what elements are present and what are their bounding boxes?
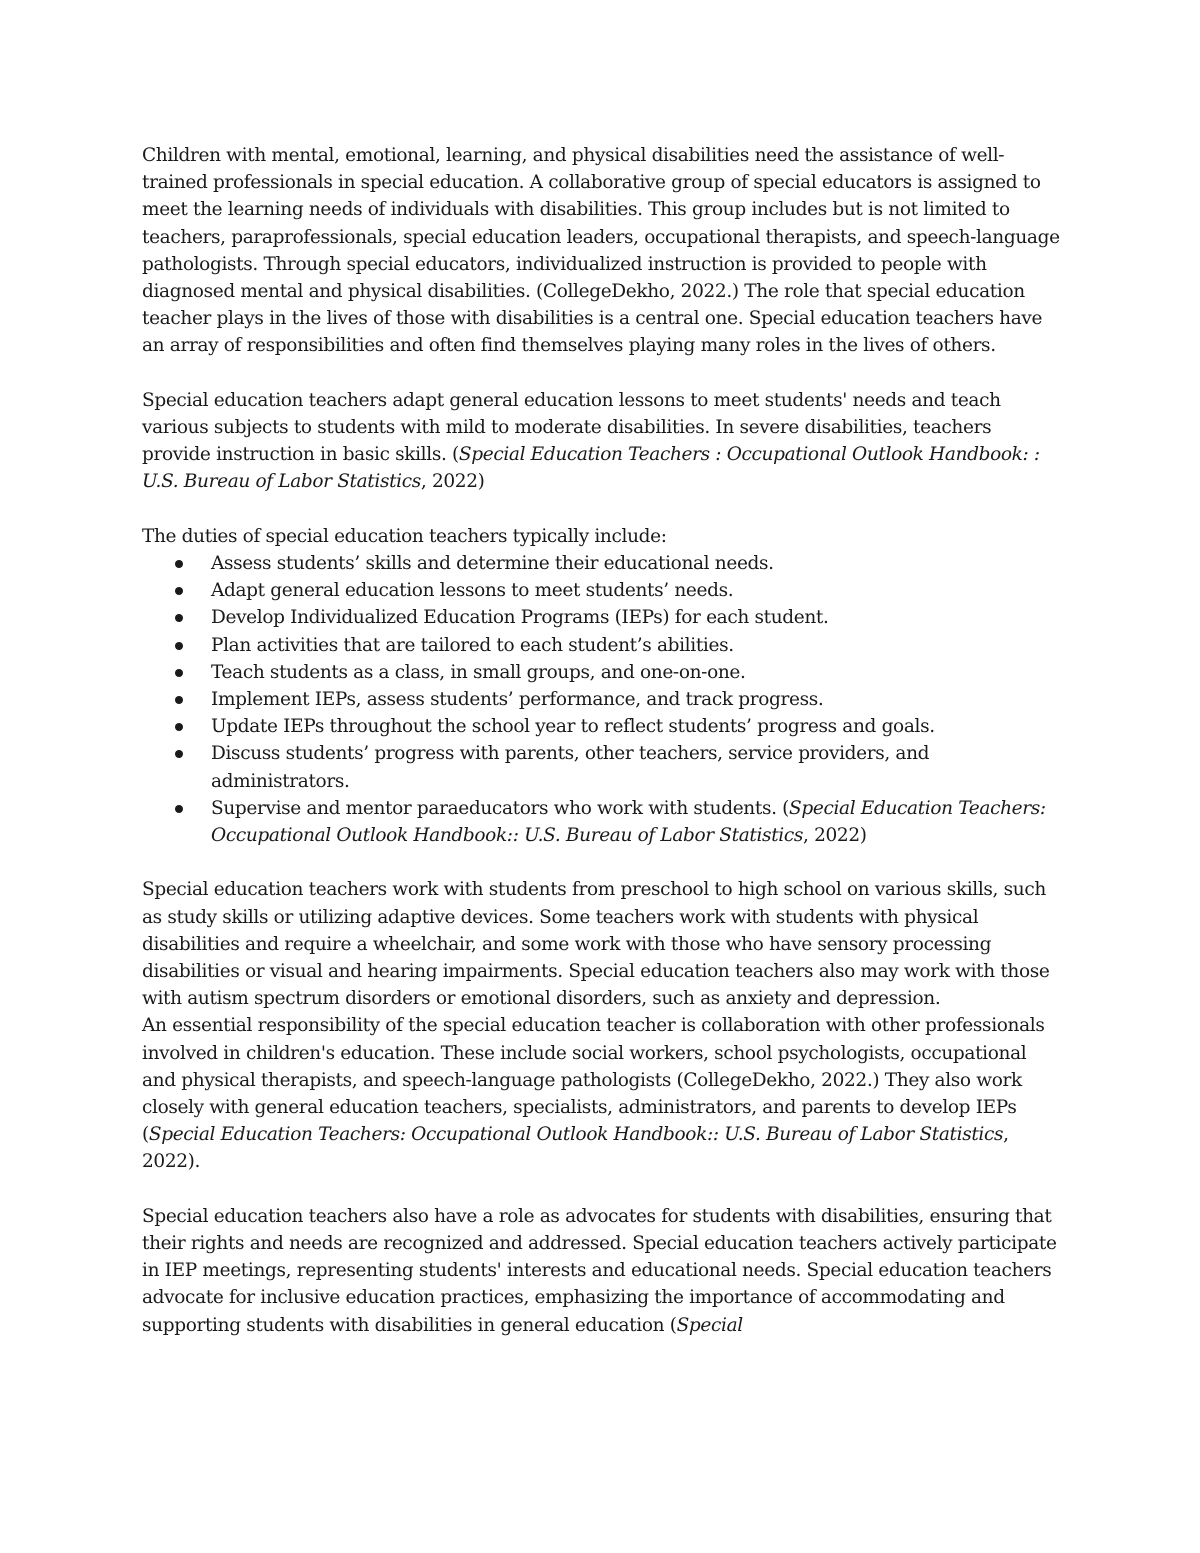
- paragraph-adapt-lessons: [142, 387, 1064, 496]
- paragraph-text: An essential responsibility of the special education teacher is collaboration with other professionals involved in children's education. These include social workers, school psychologists, occupational and physical therapists, and speech-language pathologists (CollegeDekho, 2022.) They also work closely with general education teachers, specialists, administrators, and parents to develop IEPs (: [142, 1015, 1045, 1146]
- duties-intro: The duties of special education teachers typically include:: [142, 525, 667, 547]
- citation-year: , 2022): [803, 825, 867, 847]
- list-item: Discuss students’ progress with parents, other teachers, service providers, and administrators.: [142, 740, 1064, 794]
- paragraph-skills: Special education teachers work with students from preschool to high school on various skills, such as study skills or utilizing adaptive devices. Some teachers work with students with physical disabilities and require a wheelchair, and some work with those who have sensory processing disabilities or visual and hearing impairments. Special education teachers also may work with those with autism spectrum disorders or emotional disorders, such as anxiety and depression.: [142, 879, 1050, 1010]
- list-item: Develop Individualized Education Programs (IEPs) for each student.: [142, 604, 1064, 631]
- document-page: [142, 142, 1064, 1339]
- paragraph-text: Special education teachers adapt general education lessons to meet students' needs and teach various subjects to students with mild to moderate disabilities. In severe disabilities, teachers provide instruction in basic skills. (: [142, 389, 1001, 466]
- citation-year: , 2022).: [142, 1124, 1009, 1173]
- citation: Special: [676, 1314, 743, 1336]
- list-item: Teach students as a class, in small groups, and one-on-one.: [142, 659, 1064, 686]
- list-item: Assess students’ skills and determine their educational needs.: [142, 550, 1064, 577]
- list-item-text: Supervise and mentor paraeducators who work with students. (: [211, 797, 790, 819]
- list-item: Adapt general education lessons to meet students’ needs.: [142, 577, 1064, 604]
- list-item: Plan activities that are tailored to each student’s abilities.: [142, 632, 1064, 659]
- paragraph-intro: Children with mental, emotional, learning, and physical disabilities need the assistance of well-trained professionals in special education. A collaborative group of special educators is assigned to meet the learning needs of individuals with disabilities. This group includes but is not limited to teachers, paraprofessionals, special education leaders, occupational therapists, and speech-language pathologists. Through special educators, individualized instruction is provided to people with diagnosed mental and physical disabilities. (CollegeDekho, 2022.) The role that special education teacher plays in the lives of those with disabilities is a central one. Special education teachers have an array of responsibilities and often find themselves playing many roles in the lives of others.: [142, 145, 1060, 357]
- paragraph-advocacy: [142, 1203, 1064, 1339]
- citation: Special Education Teachers : Occupational Outlook Handbook: : U.S. Bureau of Labor Statistics: [142, 444, 1040, 493]
- list-item: Implement IEPs, assess students’ performance, and track progress.: [142, 686, 1064, 713]
- list-item: [142, 795, 1064, 849]
- list-item: Update IEPs throughout the school year to reflect students’ progress and goals.: [142, 713, 1064, 740]
- citation: Special Education Teachers: Occupational Outlook Handbook:: U.S. Bureau of Labor Statistics: [211, 797, 1046, 847]
- duties-list: [142, 550, 1064, 849]
- paragraph-text: Special education teachers also have a role as advocates for students with disabilities, ensuring that their rights and needs are recognized and addressed. Special education teachers actively participate in IEP meetings, representing students' interests and educational needs. Special education teachers advocate for inclusive education practices, emphasizing the importance of accommodating and supporting students with disabilities in general education (: [142, 1205, 1057, 1336]
- citation: Special Education Teachers: Occupational Outlook Handbook:: U.S. Bureau of Labor Statistics: [148, 1124, 1004, 1146]
- paragraph-collaboration: [142, 1012, 1064, 1175]
- citation-year: , 2022): [420, 471, 485, 493]
